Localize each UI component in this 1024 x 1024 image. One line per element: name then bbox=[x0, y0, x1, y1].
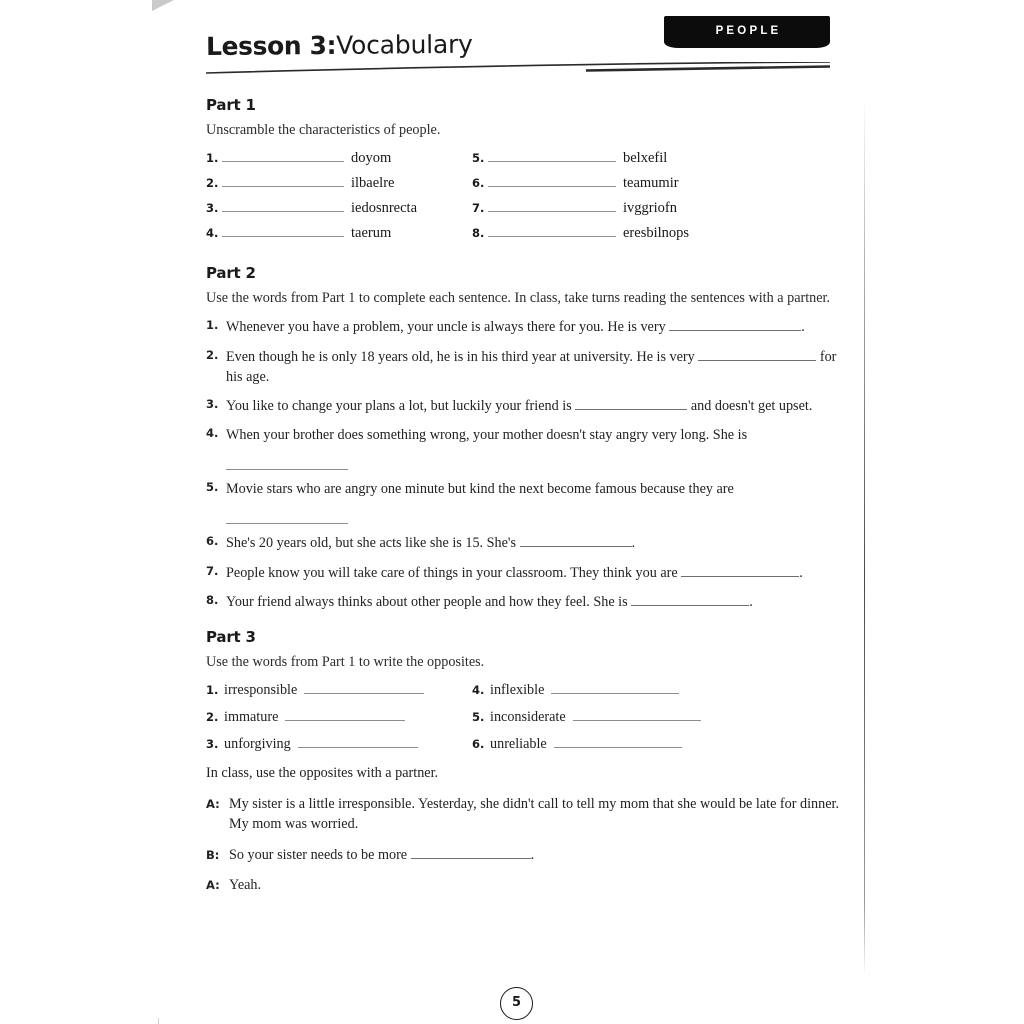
sentence-text-pre: Even though he is only 18 years old, he is in his third year at university. He is very bbox=[226, 348, 699, 365]
unscramble-item[interactable] bbox=[206, 150, 464, 175]
answer-blank[interactable] bbox=[226, 457, 348, 470]
page-corner-artifact bbox=[152, 0, 174, 11]
dialogue-line bbox=[206, 794, 846, 835]
item-number: 1. bbox=[206, 682, 219, 697]
dialogue-text-post: . bbox=[530, 846, 535, 863]
part3-inclass-instruction: In class, use the opposites with a partner. bbox=[206, 764, 439, 781]
unscramble-item[interactable] bbox=[472, 150, 846, 175]
sentence-text-post: . bbox=[799, 564, 803, 581]
dialogue-line bbox=[206, 875, 846, 896]
speaker-label: A: bbox=[206, 878, 220, 893]
answer-blank[interactable] bbox=[298, 736, 418, 748]
item-number: 2. bbox=[206, 175, 219, 190]
dialogue-text: My sister is a little irresponsible. Yesterday, she didn't call to tell my mom that she would be late for dinner. My mom was worried. bbox=[229, 795, 840, 833]
item-number: 4. bbox=[472, 682, 485, 697]
opposite-item[interactable] bbox=[472, 736, 846, 763]
part3-dialogue bbox=[206, 794, 846, 896]
answer-blank[interactable] bbox=[669, 320, 801, 331]
sentence-text-post: for his age. bbox=[226, 348, 837, 385]
part1-heading: Part 1 bbox=[206, 96, 256, 114]
sentence-item[interactable] bbox=[206, 425, 846, 470]
scrambled-word: taerum bbox=[351, 224, 392, 241]
speaker-label: B: bbox=[206, 847, 220, 862]
part3-opposites-grid bbox=[206, 682, 846, 763]
opposite-word: irresponsible bbox=[224, 681, 298, 698]
unscramble-item[interactable] bbox=[472, 200, 846, 225]
answer-blank[interactable] bbox=[551, 682, 679, 694]
answer-blank[interactable] bbox=[226, 511, 348, 524]
part3-instruction: Use the words from Part 1 to write the opposites. bbox=[206, 653, 485, 670]
sentence-text-pre: Your friend always thinks about other people and how they feel. She is bbox=[226, 593, 632, 610]
sentence-item[interactable] bbox=[206, 479, 846, 524]
opposite-item[interactable] bbox=[472, 682, 846, 709]
answer-blank[interactable] bbox=[222, 175, 344, 187]
opposite-word: inflexible bbox=[490, 681, 545, 698]
answer-blank[interactable] bbox=[631, 595, 749, 606]
answer-blank[interactable] bbox=[304, 682, 424, 694]
answer-blank[interactable] bbox=[222, 200, 344, 212]
answer-blank[interactable] bbox=[520, 536, 632, 547]
part1-word-grid bbox=[206, 150, 846, 250]
part1-instruction: Unscramble the characteristics of people. bbox=[206, 122, 441, 138]
sentence-text-pre: You like to change your plans a lot, but luckily your friend is bbox=[226, 397, 576, 414]
scrambled-word: belxefil bbox=[623, 149, 668, 166]
sentence-text-post: . bbox=[749, 593, 753, 610]
speaker-label: A: bbox=[206, 796, 220, 811]
sentence-text-pre: People know you will take care of things in your classroom. They think you are bbox=[226, 564, 682, 581]
unscramble-item[interactable] bbox=[206, 225, 464, 250]
sentence-text-pre: Whenever you have a problem, your uncle is always there for you. He is very bbox=[226, 319, 670, 336]
sentence-item[interactable] bbox=[206, 563, 846, 583]
opposite-item[interactable] bbox=[206, 709, 462, 736]
sentence-item[interactable] bbox=[206, 592, 846, 612]
answer-blank[interactable] bbox=[222, 225, 344, 237]
item-number: 8. bbox=[472, 225, 485, 240]
item-number: 3. bbox=[206, 200, 219, 215]
dialogue-line[interactable] bbox=[206, 845, 846, 866]
page-edge-line bbox=[864, 96, 865, 976]
sentence-item[interactable] bbox=[206, 317, 846, 337]
scrambled-word: ilbaelre bbox=[351, 174, 395, 191]
worksheet-body bbox=[206, 96, 846, 906]
answer-blank[interactable] bbox=[698, 350, 816, 361]
scrambled-word: eresbilnops bbox=[623, 224, 690, 241]
part2-sentence-list bbox=[206, 317, 846, 611]
answer-blank[interactable] bbox=[488, 200, 616, 212]
part2-heading: Part 2 bbox=[206, 263, 256, 282]
answer-blank[interactable] bbox=[285, 709, 405, 721]
item-number: 5. bbox=[472, 150, 485, 165]
item-number: 1. bbox=[206, 150, 219, 165]
lesson-number-label: Lesson 3: bbox=[205, 30, 337, 61]
answer-blank[interactable] bbox=[488, 150, 616, 162]
sentence-text-post: . bbox=[631, 535, 636, 552]
answer-blank[interactable] bbox=[411, 848, 531, 859]
item-number: 5. bbox=[472, 709, 485, 724]
answer-blank[interactable] bbox=[554, 736, 682, 748]
answer-blank[interactable] bbox=[575, 399, 687, 410]
unscramble-item[interactable] bbox=[472, 175, 846, 200]
scrambled-word: ivggriofn bbox=[623, 199, 677, 216]
item-number: 2. bbox=[206, 709, 219, 724]
answer-blank[interactable] bbox=[488, 175, 616, 187]
sentence-item[interactable] bbox=[206, 396, 846, 416]
unit-tab-label: PEOPLE bbox=[715, 25, 782, 37]
opposite-word: immature bbox=[224, 708, 279, 725]
opposite-item[interactable] bbox=[206, 736, 462, 763]
item-number: 4. bbox=[206, 225, 219, 240]
opposite-word: unforgiving bbox=[224, 735, 291, 752]
dialogue-text: Yeah. bbox=[229, 877, 262, 894]
answer-blank[interactable] bbox=[681, 566, 799, 577]
page-number: 5 bbox=[500, 987, 533, 1020]
unit-tab-people bbox=[664, 16, 830, 48]
answer-blank[interactable] bbox=[488, 225, 616, 237]
scrambled-word: doyom bbox=[351, 149, 392, 166]
unscramble-item[interactable] bbox=[472, 225, 846, 250]
item-number: 7. bbox=[472, 200, 485, 215]
answer-blank[interactable] bbox=[222, 150, 344, 162]
answer-blank[interactable] bbox=[573, 709, 701, 721]
lesson-subject-label: Vocabulary bbox=[335, 29, 473, 60]
dialogue-text bbox=[229, 845, 846, 866]
sentence-text-post: . bbox=[801, 319, 805, 336]
title-divider-swoosh bbox=[206, 62, 830, 76]
opposite-word: unreliable bbox=[490, 735, 547, 752]
unscramble-item[interactable] bbox=[206, 175, 464, 200]
scan-tick-mark bbox=[158, 1018, 159, 1024]
dialogue-text-pre: So your sister needs to be more bbox=[229, 846, 411, 863]
page-title bbox=[206, 30, 473, 61]
scrambled-word: iedosnrecta bbox=[351, 199, 418, 216]
sentence-item[interactable] bbox=[206, 533, 846, 553]
part3-heading: Part 3 bbox=[206, 627, 256, 646]
opposite-word: inconsiderate bbox=[490, 708, 566, 725]
sentence-text-pre: When your brother does something wrong, your mother doesn't stay angry very long. She is bbox=[226, 427, 748, 444]
item-number: 3. bbox=[206, 736, 219, 751]
part2-instruction: Use the words from Part 1 to complete each sentence. In class, take turns reading the sentences with a partner. bbox=[206, 289, 831, 306]
opposite-item[interactable] bbox=[472, 709, 846, 736]
sentence-item[interactable] bbox=[206, 347, 846, 387]
sentence-text-pre: Movie stars who are angry one minute but kind the next become famous because they are bbox=[226, 481, 734, 498]
sentence-text-pre: She's 20 years old, but she acts like she is 15. She's bbox=[226, 535, 520, 552]
sentence-text-post: and doesn't get upset. bbox=[687, 397, 813, 414]
scrambled-word: teamumir bbox=[623, 174, 679, 191]
item-number: 6. bbox=[472, 736, 485, 751]
unscramble-item[interactable] bbox=[206, 200, 464, 225]
item-number: 6. bbox=[472, 175, 485, 190]
opposite-item[interactable] bbox=[206, 682, 462, 709]
